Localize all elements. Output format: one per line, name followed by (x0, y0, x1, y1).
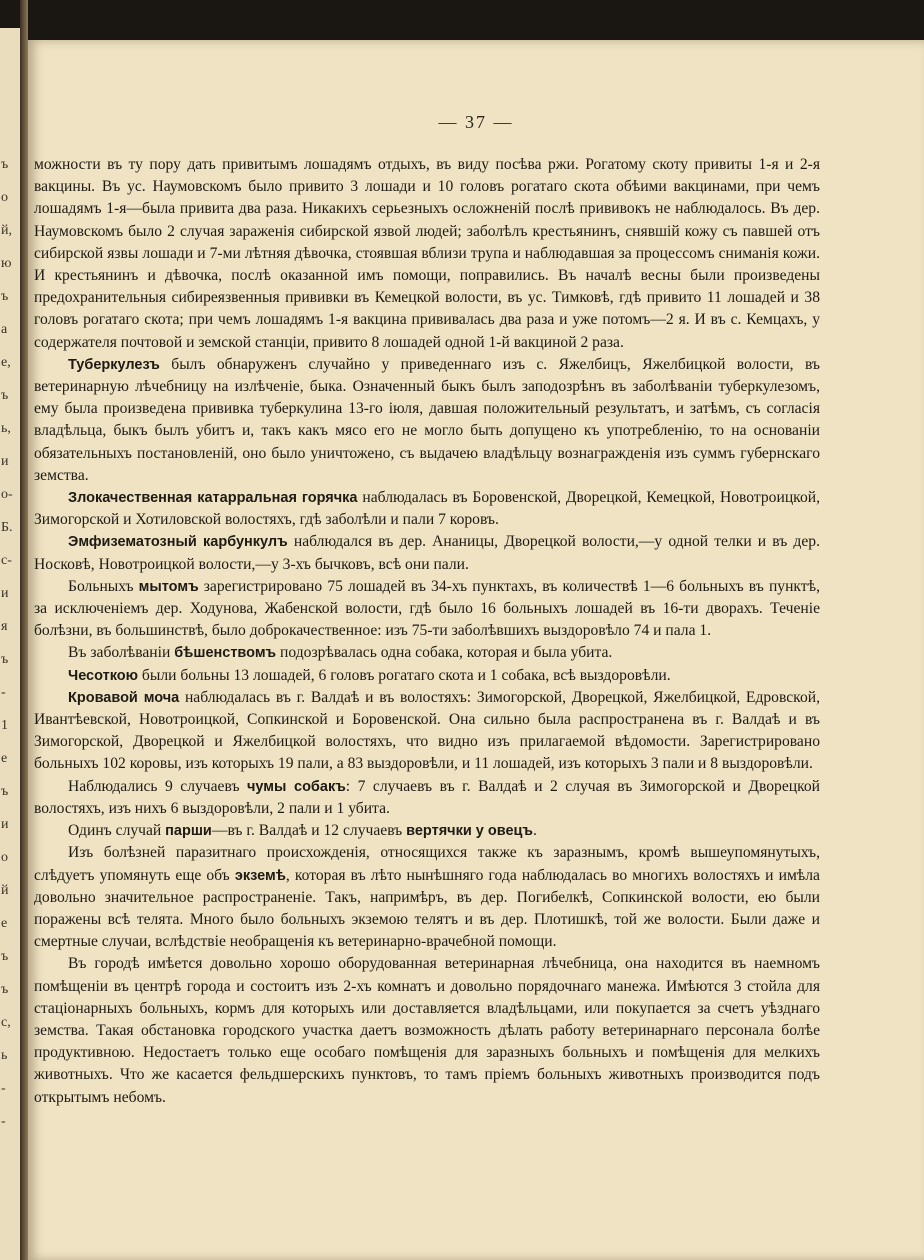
paragraph-text: подозрѣвалась одна собака, которая и была убита. (276, 644, 613, 662)
facing-page-fragment: Б. (1, 520, 13, 535)
paragraph (34, 576, 820, 643)
facing-page-fragment: ъ (1, 982, 9, 997)
facing-page-fragment: е, (1, 355, 11, 370)
facing-page-fragment: ъ (1, 949, 9, 964)
page-body (34, 154, 820, 1109)
facing-page-fragment: 1 (1, 718, 8, 733)
book-gutter (20, 0, 28, 1260)
paragraph (34, 820, 820, 842)
paragraph-text: зарегистрировано 75 лошадей въ 34-хъ пунктахъ, въ количествѣ 1—6 больныхъ въ пунктѣ, за исключеніемъ дер. Ходунова, Жабенской волости, гдѣ было 16 больныхъ лошадей въ 16-ти дворахъ. Теченіе болѣзни, въ большинствѣ, было доброкачественное: изъ 75-ти заболѣвшихъ выздоровѣло 74 и пала 1. (34, 577, 820, 640)
paragraph-text: . (533, 822, 537, 840)
facing-page-fragment: - (1, 1081, 6, 1096)
paragraph-text: можности въ ту пору дать привитымъ лошадямъ отдыхъ, въ виду посѣва ржи. Рогатому скоту привиты 1-я и 2-я вакцины. Въ ус. Наумовскомъ было привито 3 лошади и 10 головъ рогатаго скота обѣими вакцинами, при чемъ лошадямъ 1-я—была привита два раза. Никакихъ серьезныхъ осложненій послѣ прививокъ не наблюдалось. Въ дер. Наумовскомъ было 2 случая зараженія сибирской язвой людей; заболѣлъ крестьянинъ, снявшій кожу съ павшей отъ сибирской язвы лошади и 7-ми лѣтняя дѣвочка, стоявшая вблизи трупа и наблюдавшая за процессомъ сниманія кожи. И крестьянинъ и дѣвочка, послѣ оказанной имъ помощи, поправились. Въ началѣ весны были произведены предохранительныя сибиреязвенныя прививки въ Кемецкой волости, въ ус. Тимковѣ, гдѣ привито 11 лошадей и 38 головъ рогатаго скота; при чемъ лошадямъ 1-я вакцина прививалась два раза и уже потомъ—2 я. И въ с. Кемцахъ, у содержателя почтовой и земской станціи, привито 8 лошадей одной 1-й вакциной 2 раза. (34, 156, 820, 351)
paragraph-text: Наблюдались 9 случаевъ (68, 777, 247, 795)
facing-page-fragment: о (1, 850, 8, 865)
disease-term: Злокачественная катарральная горячка (68, 490, 358, 507)
paragraph (34, 776, 820, 820)
facing-page-fragment: и (1, 586, 9, 601)
paragraph-text: Въ заболѣваніи (68, 644, 175, 662)
paragraph-text: былъ обнаруженъ случайно у приведеннаго изъ с. Яжелбицъ, Яжелбицкой волости, въ ветеринарную лѣчебницу на излѣченіе, быка. Означенный быкъ былъ заподозрѣнъ въ заболѣваніи туберкулезомъ, ему была произведена прививка туберкулина 13-го іюля, давшая положительный результатъ, и затѣмъ, съ согласія владѣльца, быкъ былъ убитъ и, такъ какъ мясо его не могло быть допущено къ употребленію, то на основаніи обязательныхъ постановленій, оно было уничтожено, съ выдачею владѣльцу вознагражденія изъ суммъ губернскаго земства. (34, 355, 820, 484)
paragraph (34, 487, 820, 531)
paragraph-text: Больныхъ (68, 577, 139, 595)
facing-page-fragment: ь (1, 1048, 8, 1063)
paragraph (34, 531, 820, 575)
facing-page-fragment: я (1, 619, 8, 634)
facing-page-fragment: о- (1, 487, 13, 502)
facing-page-fragment: - (1, 685, 6, 700)
facing-page-fragment: ю (1, 256, 12, 271)
disease-term: Чесоткою (68, 667, 139, 684)
paragraph-text: Въ городѣ имѣется довольно хорошо оборудованная ветеринарная лѣчебница, она находится въ наемномъ помѣщеніи въ центрѣ города и состоитъ изъ 2-хъ комнатъ и довольно порядочнаго манежа. Имѣются 3 стойла для стаціонарныхъ больныхъ, кормъ для которыхъ или доставляется владѣльцами, или покупается за счетъ уѣзднаго земства. Такая обстановка городского участка даетъ возможность дѣлать работу ветеринарнаго персонала болѣе продуктивною. Недостаетъ только еще особаго помѣщенія для заразныхъ больныхъ и помѣщенія для мелкихъ животныхъ. Что же касается фельдшерскихъ пунктовъ, то тамъ пріемъ больныхъ животныхъ производится подъ открытымъ небомъ. (34, 955, 820, 1106)
facing-page-fragment: с- (1, 553, 12, 568)
paragraph (34, 642, 820, 664)
paragraph (34, 665, 820, 687)
disease-term: бѣшенствомъ (174, 645, 277, 662)
page-number: — 37 — (438, 112, 514, 132)
disease-term: Кровавой моча (68, 689, 180, 706)
paragraph-text: —въ г. Валдаѣ и 12 случаевъ (211, 822, 407, 840)
facing-page-fragment: е (1, 751, 8, 766)
facing-page-fragment: ъ (1, 388, 9, 403)
facing-page-fragment: о (1, 190, 8, 205)
paragraph-text: были больны 13 лошадей, 6 головъ рогатаго скота и 1 собака, всѣ выздоровѣли. (138, 666, 671, 684)
facing-page-fragment: е (1, 916, 8, 931)
paragraph-text: : 7 случаевъ въ г. Валдаѣ и 2 случая въ Зимогорской и Дворецкой волостяхъ, изъ нихъ 6 выздоровѣли, 2 пали и 1 убита. (34, 777, 821, 817)
disease-term: Эмфизематозный карбункулъ (68, 534, 288, 551)
disease-term: чумы собакъ (247, 778, 346, 795)
facing-page-fragment: ь, (1, 421, 11, 436)
facing-page-fragment: ъ (1, 652, 9, 667)
paragraph (34, 354, 820, 487)
paragraph-text: наблюдалась въ г. Валдаѣ и въ волостяхъ: Зимогорской, Дворецкой, Яжелбицкой, Едровской, Ивантѣевской, Новотроицкой, Сопкинской и Боровенской. Она сильно была распространена въ г. Валдаѣ и въ Зимогорской, Дворецкой и Яжелбицкой волостяхъ, что видно изъ прилагаемой вѣдомости. Зарегистрировано больныхъ 102 коровы, изъ которыхъ 19 пали, а 83 выздоровѣли, и 11 лошадей, изъ которыхъ 3 пали и 8 выздоровѣли. (34, 688, 820, 773)
paragraph-text: наблюдался въ дер. Ананицы, Дворецкой волости,—у одной телки и въ дер. Носковѣ, Новотроицкой волости,—у 3-хъ бычковъ, всѣ они пали. (34, 533, 820, 573)
paragraph (34, 154, 820, 354)
facing-page-fragment: ъ (1, 157, 9, 172)
facing-page-fragment: и (1, 454, 9, 469)
disease-term: мытомъ (138, 578, 199, 595)
disease-term: экземѣ (234, 867, 286, 884)
disease-term: Туберкулезъ (68, 356, 160, 373)
paragraph-text: Изъ болѣзней паразитнаго происхожденія, относящихся также къ заразнымъ, кромѣ вышеупомянутыхъ, слѣдуетъ упомянуть еще объ (34, 844, 820, 884)
paragraph (34, 687, 820, 776)
facing-page-fragment: й (1, 883, 9, 898)
facing-page-fragment: с, (1, 1015, 11, 1030)
paragraph-text: , которая въ лѣто нынѣшняго года наблюдалась во многихъ волостяхъ и имѣла довольно значительное распространеніе. Такъ, напримѣръ, въ дер. Погибелкѣ, Сопкинской волости, ею были поражены всѣ телята. Много было больныхъ экземою телятъ и въ дер. Плотишкѣ, той же волости. Были даже и смертные случаи, вслѣдствіе необращенія къ ветеринарно-врачебной помощи. (34, 866, 820, 951)
facing-page-fragment: а (1, 322, 8, 337)
book-page (28, 40, 924, 1260)
facing-page-fragment: ъ (1, 784, 9, 799)
paragraph (34, 842, 820, 953)
disease-term: парши (165, 823, 212, 840)
facing-page-fragment: ъ (1, 289, 9, 304)
facing-page-fragment: и (1, 817, 9, 832)
disease-term: вертячки у овецъ (406, 823, 533, 840)
paragraph-text: наблюдалась въ Боровенской, Дворецкой, Кемецкой, Новотроицкой, Зимогорской и Хотиловской волостяхъ, гдѣ заболѣли и пали 7 коровъ. (34, 489, 820, 529)
facing-page-fragment: й, (1, 223, 12, 238)
paragraph (34, 953, 820, 1108)
facing-page-edge (0, 28, 22, 1260)
paragraph-text: Одинъ случай (68, 822, 166, 840)
facing-page-fragment: - (1, 1114, 6, 1129)
